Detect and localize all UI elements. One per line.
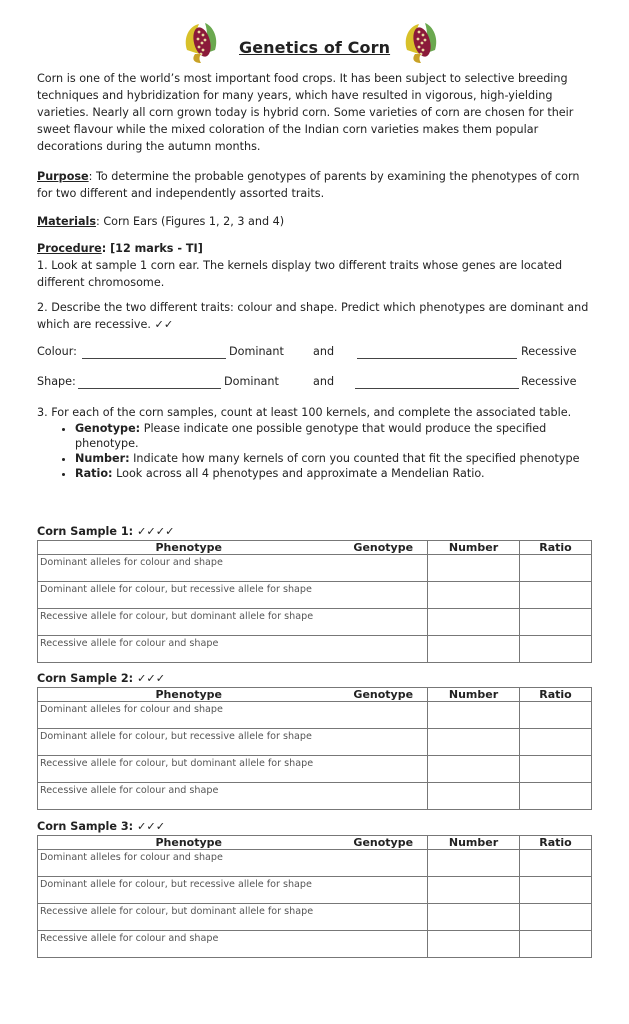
materials-label: Materials [37, 215, 97, 228]
shape-recessive-label: Recessive [521, 375, 577, 388]
table-row [38, 555, 592, 582]
corn-sample-2 [37, 671, 593, 810]
number-header: Number [428, 688, 520, 702]
ratio-header: Ratio [520, 541, 592, 555]
page-title: Genetics of Corn [239, 38, 391, 57]
bullet-term: Ratio: [75, 467, 113, 480]
table-row [38, 931, 592, 958]
phenotype-cell: Dominant alleles for colour and shape [38, 850, 340, 877]
number-cell[interactable] [428, 729, 520, 756]
number-header: Number [428, 836, 520, 850]
intro-text: Corn is one of the world’s most important food crops. It has been subject to selective breeding techniques and hybridization for many years, which have resulted in vigorous, high-yielding varieties. Nearly all corn grown today is hybrid corn. Some varieties of corn are chosen for their sweet flavour while the mixed coloration of the Indian corn varieties makes them popular decorations during the autumn months. [37, 72, 574, 153]
shape-recessive-blank[interactable] [355, 377, 519, 389]
procedure-step2 [37, 299, 593, 333]
genotype-header: Genotype [340, 688, 428, 702]
table-row [38, 609, 592, 636]
table-header-row [38, 836, 592, 850]
number-cell[interactable] [428, 850, 520, 877]
genotype-cell[interactable] [340, 702, 428, 729]
phenotype-cell: Dominant allele for colour, but recessive allele for shape [38, 877, 428, 904]
ratio-cell[interactable] [520, 636, 592, 663]
ratio-cell[interactable] [520, 756, 592, 783]
ratio-cell[interactable] [520, 729, 592, 756]
procedure-step3 [37, 404, 593, 481]
sample-title: Corn Sample 1: ✓✓✓✓ [37, 525, 175, 538]
procedure-step1: 1. Look at sample 1 corn ear. The kernels display two different traits whose genes are located different chromosome. [37, 259, 563, 289]
purpose-section [37, 168, 593, 202]
colour-and-label: and [313, 345, 335, 358]
shape-label: Shape: [37, 375, 76, 388]
sample-table [37, 687, 592, 810]
instruction-list [37, 421, 593, 481]
number-cell[interactable] [428, 931, 520, 958]
number-cell[interactable] [428, 756, 520, 783]
colour-label: Colour: [37, 345, 77, 358]
ratio-header: Ratio [520, 836, 592, 850]
corn-cob-icon [181, 20, 221, 64]
phenotype-cell: Recessive allele for colour and shape [38, 636, 428, 663]
list-item [75, 421, 593, 451]
bullet-text: Indicate how many kernels of corn you counted that fit the specified phenotype [129, 452, 580, 465]
ratio-cell[interactable] [520, 555, 592, 582]
sample-table [37, 540, 592, 663]
bullet-text: Look across all 4 phenotypes and approximate a Mendelian Ratio. [112, 467, 485, 480]
phenotype-cell: Recessive allele for colour, but dominant allele for shape [38, 904, 428, 931]
bullet-term: Genotype: [75, 422, 141, 435]
number-cell[interactable] [428, 783, 520, 810]
number-header: Number [428, 541, 520, 555]
ratio-cell[interactable] [520, 783, 592, 810]
number-cell[interactable] [428, 555, 520, 582]
corn-sample-1 [37, 524, 593, 663]
number-cell[interactable] [428, 904, 520, 931]
ratio-cell[interactable] [520, 702, 592, 729]
intro-paragraph [37, 70, 593, 155]
phenotype-header: Phenotype [38, 836, 340, 850]
shape-dominant-label: Dominant [224, 375, 279, 388]
number-cell[interactable] [428, 702, 520, 729]
phenotype-cell: Recessive allele for colour, but dominant allele for shape [38, 756, 428, 783]
shape-and-label: and [313, 375, 335, 388]
procedure-section [37, 240, 593, 291]
shape-row [37, 375, 593, 392]
ratio-cell[interactable] [520, 931, 592, 958]
phenotype-cell: Dominant alleles for colour and shape [38, 555, 340, 582]
list-item [75, 466, 593, 481]
table-row [38, 850, 592, 877]
sample-title: Corn Sample 3: ✓✓✓ [37, 820, 166, 833]
genotype-header: Genotype [340, 836, 428, 850]
number-cell[interactable] [428, 609, 520, 636]
list-item [75, 451, 593, 466]
procedure-marks: : [12 marks - TI] [101, 242, 203, 255]
purpose-label: Purpose [37, 170, 89, 183]
shape-dominant-blank[interactable] [78, 377, 221, 389]
ratio-cell[interactable] [520, 582, 592, 609]
purpose-text: : To determine the probable genotypes of parents by examining the phenotypes of corn for two different and independently assorted traits. [37, 170, 580, 200]
phenotype-header: Phenotype [38, 541, 340, 555]
colour-dominant-label: Dominant [229, 345, 284, 358]
colour-recessive-blank[interactable] [357, 347, 517, 359]
sample-title: Corn Sample 2: ✓✓✓ [37, 672, 166, 685]
colour-recessive-label: Recessive [521, 345, 577, 358]
table-row [38, 636, 592, 663]
colour-dominant-blank[interactable] [82, 347, 226, 359]
phenotype-cell: Dominant alleles for colour and shape [38, 702, 340, 729]
ratio-cell[interactable] [520, 904, 592, 931]
table-header-row [38, 541, 592, 555]
genotype-header: Genotype [340, 541, 428, 555]
table-row [38, 783, 592, 810]
table-row [38, 582, 592, 609]
table-row [38, 877, 592, 904]
table-row [38, 729, 592, 756]
phenotype-cell: Dominant allele for colour, but recessive allele for shape [38, 582, 428, 609]
colour-row [37, 345, 593, 362]
genotype-cell[interactable] [340, 555, 428, 582]
number-cell[interactable] [428, 877, 520, 904]
phenotype-cell: Recessive allele for colour and shape [38, 931, 428, 958]
materials-section [37, 213, 593, 230]
table-row [38, 702, 592, 729]
ratio-cell[interactable] [520, 850, 592, 877]
corn-cob-icon [401, 20, 441, 64]
procedure-label: Procedure [37, 242, 102, 255]
genotype-cell[interactable] [340, 850, 428, 877]
phenotype-cell: Recessive allele for colour, but dominant allele for shape [38, 609, 428, 636]
phenotype-cell: Recessive allele for colour and shape [38, 783, 428, 810]
ratio-cell[interactable] [520, 609, 592, 636]
materials-text: : Corn Ears (Figures 1, 2, 3 and 4) [96, 215, 285, 228]
table-row [38, 904, 592, 931]
table-row [38, 756, 592, 783]
phenotype-header: Phenotype [38, 688, 340, 702]
step2-text: 2. Describe the two different traits: colour and shape. Predict which phenotypes are dominant and which are recessive. ✓✓ [37, 301, 589, 331]
phenotype-cell: Dominant allele for colour, but recessive allele for shape [38, 729, 428, 756]
step3-text: 3. For each of the corn samples, count at least 100 kernels, and complete the associated table. [37, 406, 572, 419]
corn-sample-3 [37, 819, 593, 958]
sample-table [37, 835, 592, 958]
ratio-header: Ratio [520, 688, 592, 702]
table-header-row [38, 688, 592, 702]
bullet-text: Please indicate one possible genotype that would produce the specified phenotype. [75, 422, 547, 450]
ratio-cell[interactable] [520, 877, 592, 904]
bullet-term: Number: [75, 452, 130, 465]
title-row [37, 14, 593, 64]
number-cell[interactable] [428, 636, 520, 663]
number-cell[interactable] [428, 582, 520, 609]
